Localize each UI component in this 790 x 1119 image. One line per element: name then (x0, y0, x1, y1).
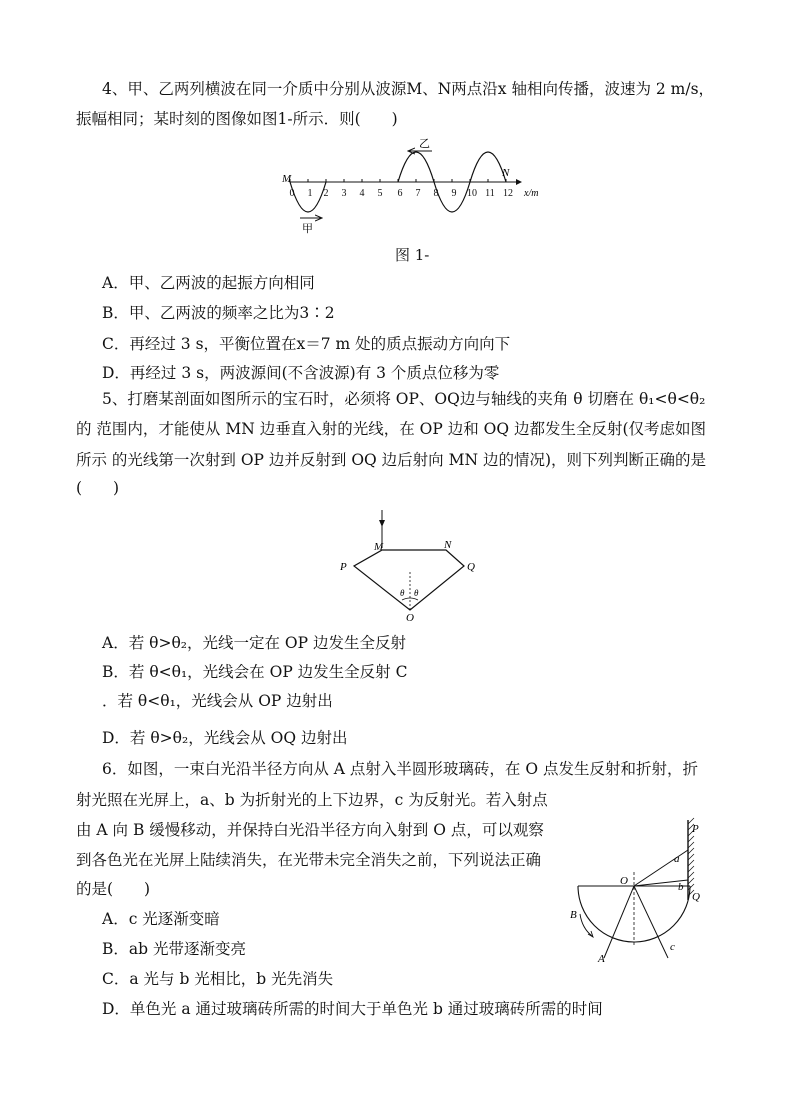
incident-ray (604, 886, 634, 958)
q4-option-c: C．再经过 3 s，平衡位置在x＝7 m 处的质点振动方向向下 (102, 335, 511, 353)
q5-stem-line4: ( ) (76, 479, 120, 497)
q5-stem-line2: 的 范围内，才能使从 MN 边垂直入射的光线，在 OP 边和 OQ 边都发生全反射(仅考虑如图 (76, 420, 707, 438)
tick-label: 6 (397, 188, 403, 199)
reflected-ray-c (634, 886, 668, 958)
q5-option-c: ．若 θ<θ₁，光线会从 OP 边射出 (102, 692, 333, 710)
q4-option-d: D．再经过 3 s，两波源间(不含波源)有 3 个质点位移为零 (102, 364, 500, 382)
q5-option-b: B．若 θ<θ₁，光线会在 OP 边发生全反射 C (102, 663, 408, 681)
q6-option-c: C．a 光与 b 光相比，b 光先消失 (102, 970, 334, 988)
label-N: N (502, 167, 510, 179)
label-b: b (678, 881, 684, 893)
q6-stem-line5: 的是( ) (76, 880, 151, 898)
label-jia: 甲 (302, 223, 313, 235)
q6-option-b: B．ab 光带逐渐变亮 (102, 940, 246, 958)
incident-ray-arrow (379, 520, 385, 527)
q6-option-d: D．单色光 a 通过玻璃砖所需的时间大于单色光 b 通过玻璃砖所需的时间 (102, 1000, 603, 1018)
tick-label: 3 (341, 188, 347, 199)
label-P: P (340, 561, 347, 573)
theta-arc (402, 598, 418, 600)
tick-label: 4 (359, 188, 365, 199)
tick-label: 12 (503, 188, 513, 199)
q5-option-a: A．若 θ>θ₂，光线一定在 OP 边发生全反射 (102, 634, 406, 652)
label-O: O (620, 875, 628, 887)
q5-gem-figure (336, 508, 486, 624)
label-Q: Q (692, 891, 700, 903)
label-yi: 乙 (419, 138, 430, 150)
q4-figure-caption: 图 1- (395, 246, 430, 264)
label-A: A (598, 953, 605, 965)
q5-option-d: D．若 θ>θ₂，光线会从 OQ 边射出 (102, 729, 348, 747)
tick-label: 5 (377, 188, 383, 199)
tick-label: 0 (289, 188, 295, 199)
tick-label: 1 (307, 188, 313, 199)
tick-label: 8 (433, 188, 439, 199)
label-O: O (406, 612, 414, 624)
q4-option-a: A．甲、乙两波的起振方向相同 (102, 274, 315, 292)
label-Q: Q (467, 561, 475, 573)
tick-label: 11 (485, 188, 495, 199)
label-a: a (674, 853, 680, 865)
q4-stem-line2: 振幅相同；某时刻的图像如图1-所示．则( ) (76, 110, 398, 128)
q6-stem-line2: 射光照在光屏上，a、b 为折射光的上下边界，c 为反射光。若入射点 (76, 791, 548, 809)
q6-stem-line1: 6．如图，一束白光沿半径方向从 A 点射入半圆形玻璃砖，在 O 点发生反射和折射，折 (102, 760, 698, 778)
tick-label: 2 (323, 188, 329, 199)
tick-label: 7 (415, 188, 421, 199)
q4-wave-figure (276, 134, 546, 236)
tick-label: 10 (467, 188, 477, 199)
q4-stem-line1: 4、甲、乙两列横波在同一介质中分别从波源M、N两点沿x 轴相向传播，波速为 2 m/s， (102, 80, 715, 98)
rotation-arrow-head (588, 931, 593, 937)
q6-stem-line3: 由 A 向 B 缓慢移动，并保持白光沿半径方向入射到 O 点，可以观察 (76, 821, 544, 839)
q6-option-a: A．c 光逐渐变暗 (102, 910, 220, 928)
gem-outline (354, 550, 464, 610)
tick-label: 9 (451, 188, 457, 199)
label-M: M (374, 541, 384, 553)
axis-label: x/m (524, 188, 539, 199)
rotation-arrow (580, 914, 592, 936)
label-c: c (670, 941, 675, 953)
q5-stem-line1: 5、打磨某剖面如图所示的宝石时，必须将 OP、OQ边与轴线的夹角 θ 切磨在 θ₁<θ<θ₂ (102, 390, 706, 408)
label-theta-left: θ (400, 588, 405, 598)
label-theta-right: θ (414, 588, 419, 598)
q5-stem-line3: 所示 的光线第一次射到 OP 边并反射到 OQ 边后射向 MN 边的情况)，则下列判断正确的是 (76, 451, 707, 469)
x-axis-arrow (516, 179, 522, 185)
label-N: N (444, 539, 452, 551)
label-P: P (692, 823, 699, 835)
label-B: B (570, 909, 577, 921)
label-M: M (282, 173, 292, 185)
q6-stem-line4: 到各色光在光屏上陆续消失，在光带未完全消失之前，下列说法正确 (76, 851, 542, 869)
q6-glass-figure (564, 816, 714, 968)
q4-option-b: B．甲、乙两波的频率之比为3∶2 (102, 304, 335, 322)
